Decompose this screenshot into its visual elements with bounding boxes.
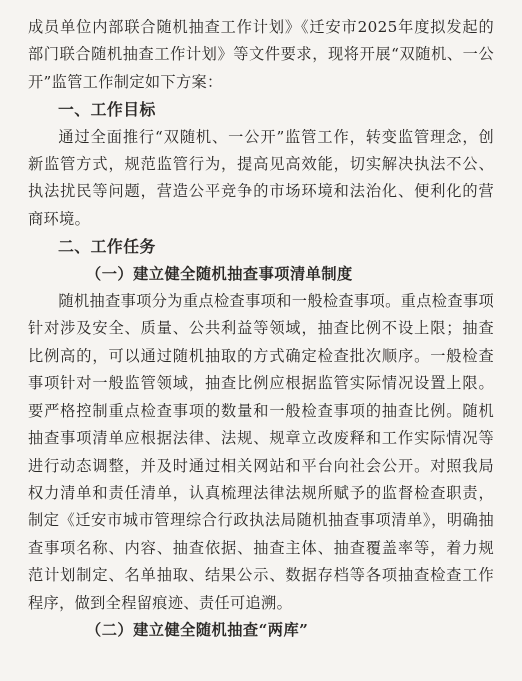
section-1-paragraph: 通过全面推行“双随机、一公开”监管工作，转变监管理念，创新监管方式，规范监管行为，提高见高效能，切实解决执法不公、执法扰民等问题，营造公平竞争的市场环境和法治化、便利化的营商环境。	[28, 127, 494, 228]
subsection-1-heading: （一）建立健全随机抽查事项清单制度	[86, 264, 353, 283]
section-2-heading: 二、工作任务	[58, 237, 156, 257]
subsection-2-heading: （二）建立健全随机抽查“两库”	[86, 620, 309, 639]
intro-paragraph: 成员单位内部联合随机抽查工作计划》《迁安市2025年度拟发起的部门联合随机抽查工作计划》等文件要求，现将开展“双随机、一公开”监管工作制定如下方案：	[28, 18, 494, 91]
section-1-heading: 一、工作目标	[58, 100, 156, 120]
subsection-1-paragraph: 随机抽查事项分为重点检查事项和一般检查事项。重点检查事项针对涉及安全、质量、公共利益等领域，抽查比例不设上限；抽查比例高的，可以通过随机抽取的方式确定检查批次顺序。一般检查事项针对一般监管领域，抽查比例应根据监管实际情况设置上限。要严格控制重点检查事项的数量和一般检查事项的抽查比例。随机抽查事项清单应根据法律、法规、规章立改废释和工作实际情况等进行动态调整，并及时通过相关网站和平台向社会公开。对照我局权力清单和责任清单，认真梳理法律法规所赋予的监督检查职责，制定《迁安市城市管理综合行政执法局随机抽查事项清单》，明确抽查事项名称、内容、抽查依据、抽查主体、抽查覆盖率等，着力规范计划制定、名单抽取、结果公示、数据存档等各项抽查检查工作程序，做到全程留痕迹、责任可追溯。	[28, 292, 494, 612]
